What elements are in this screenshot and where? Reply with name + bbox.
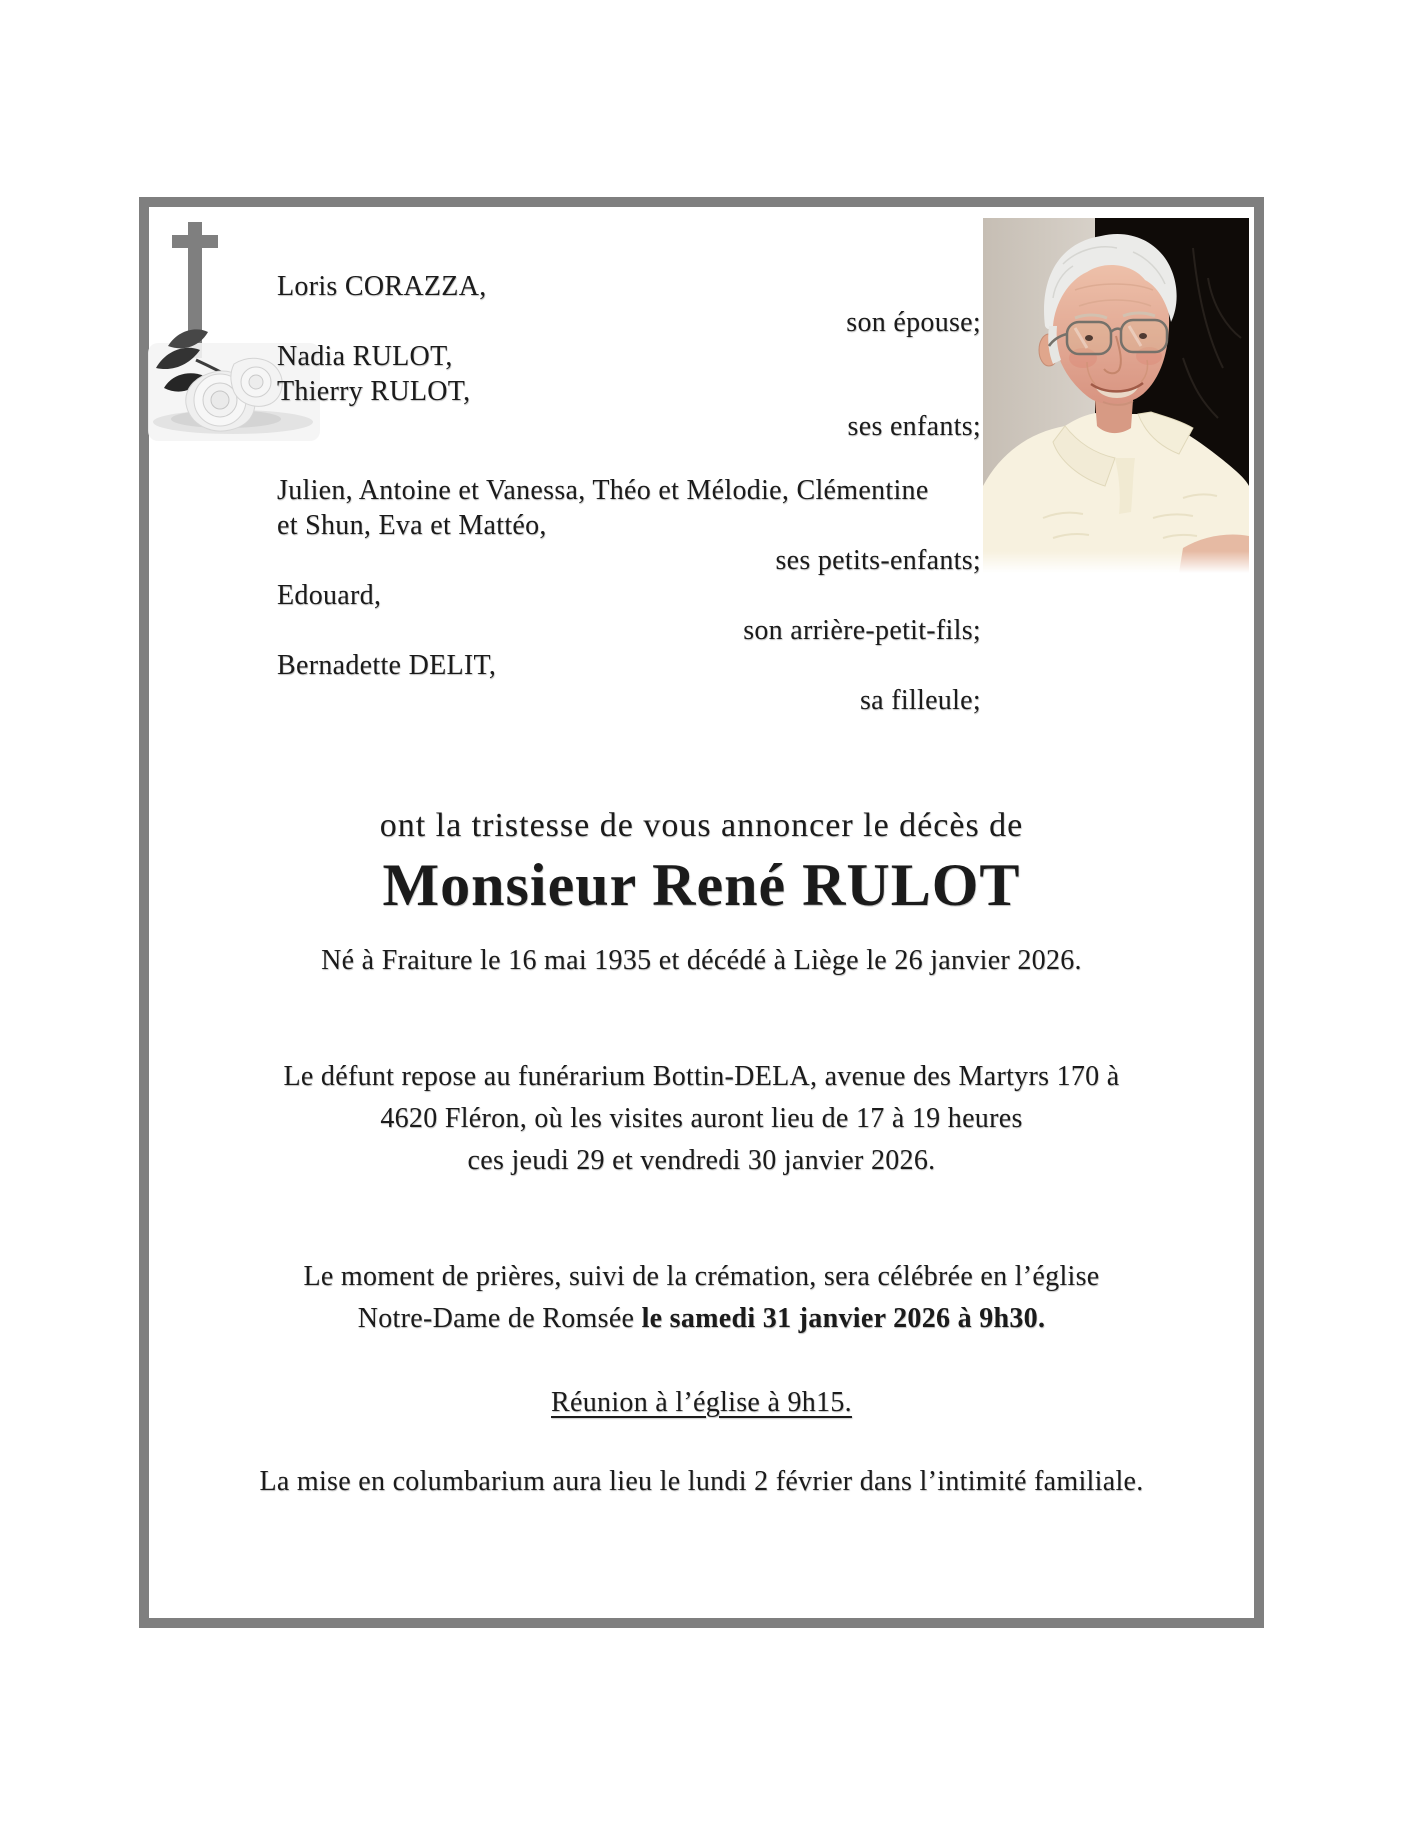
family-member-name: Edouard,: [277, 580, 382, 611]
ceremony-date-bold: le samedi 31 janvier 2026 à 9h30.: [641, 1303, 1046, 1334]
relation-label: son épouse;: [846, 307, 981, 338]
family-member-name: Thierry RULOT,: [277, 376, 471, 407]
page-border-frame: [139, 197, 1264, 1628]
relation-label: son arrière-petit-fils;: [743, 615, 981, 646]
family-member-name: Bernadette DELIT,: [277, 650, 497, 681]
family-member-name: et Shun, Eva et Mattéo,: [277, 510, 547, 541]
visitation-line-2: 4620 Fléron, où les visites auront lieu de 17 à 19 heures: [380, 1103, 1023, 1134]
family-member-name: Loris CORAZZA,: [277, 271, 487, 302]
meeting-line: Réunion à l’église à 9h15.: [551, 1387, 852, 1418]
birth-death-line: Né à Fraiture le 16 mai 1935 et décédé à Liège le 26 janvier 2026.: [321, 945, 1082, 976]
deceased-portrait-photo: [983, 218, 1249, 573]
ceremony-line-1: Le moment de prières, suivi de la crémation, sera célébrée en l’église: [303, 1261, 1100, 1292]
visitation-line-1: Le défunt repose au funérarium Bottin-DELA, avenue des Martyrs 170 à: [283, 1061, 1120, 1092]
ceremony-church: Notre-Dame de Romsée: [357, 1303, 642, 1334]
family-member-name: Julien, Antoine et Vanessa, Théo et Mélodie, Clémentine: [277, 475, 929, 506]
deceased-name-title: Monsieur René RULOT: [382, 852, 1021, 918]
relation-label: sa filleule;: [859, 685, 981, 716]
relation-label: ses petits-enfants;: [775, 545, 981, 576]
relation-label: ses enfants;: [847, 411, 981, 442]
ceremony-line-2: [149, 1302, 1254, 1335]
family-member-name: Nadia RULOT,: [277, 341, 453, 372]
columbarium-line: La mise en columbarium aura lieu le lundi 2 février dans l’intimité familiale.: [259, 1466, 1144, 1497]
visitation-line-3: ces jeudi 29 et vendredi 30 janvier 2026.: [467, 1145, 936, 1176]
announcement-intro: ont la tristesse de vous annoncer le décès de: [379, 807, 1024, 844]
